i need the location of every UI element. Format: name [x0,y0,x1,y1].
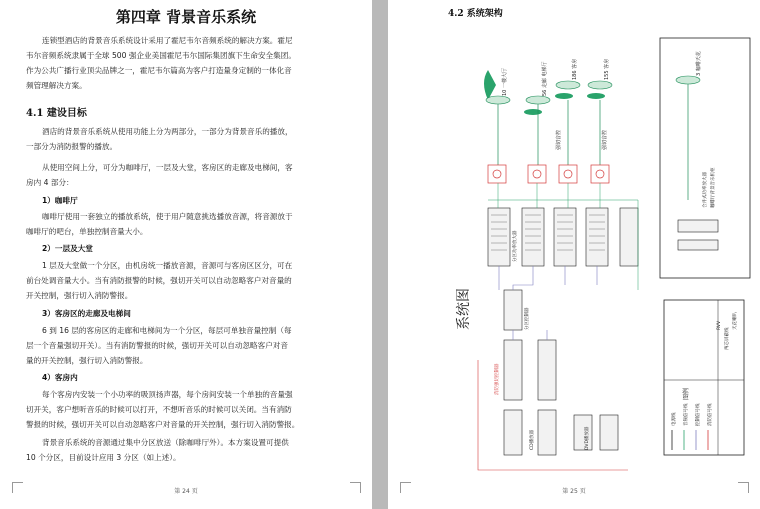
legend-label: RVV [717,320,722,330]
legend-label: 控制信号线 [696,403,701,426]
equipment-label: 分区控制器 [525,307,530,330]
legend-label: 音频信号线 [684,403,689,426]
paragraph: 酒店的背景音乐系统从使用功能上分为两部分，一部分为背景音乐的播放， 一部分为消防报警的播放。 [26,127,293,151]
equipment-label: CD播放器 [530,429,535,450]
subheading-lobby: 2）一层及大堂 [42,244,93,253]
paragraph: 1 层及大堂做一个分区，由机房统一播放音源，音源可与客房区区分，可在 前台处调音量大小。当有消防报警的时候，强切开关可以自动忽略客户对音量的 开关控制，强行切入消防警报。 [26,261,293,300]
paragraph: 6 到 16 层的客房区的走廊和电梯间为一个分区，每层可单独音量控制（每 层一个音量强切开关）。当有消防警报的时候，强切开关可以自动忽略客户对音 量的开关控制，强行切入消防警报。 [26,326,292,365]
volume-controllers [488,165,609,183]
zone-label: 155 客房 [604,58,610,80]
cafe-amplifier [678,220,718,232]
subheading-corridor: 3）客房区的走廊及电梯间 [42,309,131,318]
speaker-group-room-a [555,59,580,99]
legend-title: 图例 [683,387,690,400]
section-heading-4-2: 4.2 系统架构 [448,9,503,19]
zone-label: 10 一楼大厅 [502,68,508,96]
equipment-label: 消防强切控制器 [495,363,500,395]
legend-items [664,300,744,455]
page-number: 第 24 页 [174,488,198,495]
page-number: 第 25 页 [562,488,586,495]
chapter-title: 第四章 背景音乐系统 [115,8,257,26]
page-gutter [372,0,388,509]
speaker-group-room-b [587,59,612,99]
zone-label: 186 客房 [572,58,578,80]
zone-label: 56 走廊 电梯厅 [542,61,548,96]
paragraph: 每个客房内安装一个小功率的吸顶扬声器，每个房间安装一个单独的音量强 切开关，客户想听音乐的时候可以打开，不想听音乐的时候可以关闭。当有消防 警报的时候，强切开关可以自动忽略客户对音量的开关控制，强行切入消防警报。 [26,390,300,429]
intro-paragraph: 连锁型酒店的背景音乐系统设计采用了霍尼韦尔音频系统的解决方案。霍尼 韦尔音频系统隶属于全球 500 强企业美国霍尼韦尔国际集团旗下生命安全集团。 作为公共广播行业顶尖品牌之一，霍尼韦尔篇高为客户打造量身定制的一体化音 频管理解决方案。 [26,36,296,90]
document-page-24 [0,0,372,509]
document-page-25 [388,0,760,509]
system-diagram-title: 系统图 [456,288,472,330]
volume-control-label: 强切音控 [602,129,608,150]
equipment-label: 分区功率放大器 [513,230,518,262]
subheading-cafe: 1）咖啡厅 [42,196,78,205]
speaker-group-cafe [676,51,702,84]
zone-label: 3 咖啡天花 [696,51,702,76]
legend-label: 天花喇叭 [733,312,738,330]
system-architecture-diagram [388,0,760,480]
volume-control-label: 强切音控 [556,129,562,150]
speaker-group-lobby [484,68,510,104]
cafe-source [678,240,718,250]
zone-amplifiers [488,208,638,266]
legend-label: 两芯屏蔽线 [725,327,730,350]
paragraph: 咖啡厅使用一套独立的播放系统，使于用户随意挑选播放音源，将音源放于 咖啡厅的吧台，单独控制音量大小。 [26,212,293,236]
equipment-label: 合并式功率放大器 [703,172,708,208]
section-heading-4-1: 4.1 建设目标 [26,108,87,119]
equipment-label: DVD播放器 [585,426,590,450]
central-rack [504,290,618,455]
legend-frame [664,300,744,455]
legend-label: 电源线 [672,412,677,426]
legend-label: 消防信号线 [708,403,713,426]
paragraph: 从使用空间上分，可分为咖啡厅，一层及大堂，客房区的走廊及电梯间，客 房内 4 部分： [26,163,293,187]
speaker-group-corridor [524,61,550,115]
subheading-guestroom: 4）客房内 [42,373,78,382]
paragraph: 背景音乐系统的音源通过集中分区放送（除咖啡厅外）。本方案设置可提供 10 个分区，目前设计应用 3 分区（如上述）。 [26,438,289,462]
equipment-label: 咖啡厅背景音乐机柜 [711,167,716,208]
